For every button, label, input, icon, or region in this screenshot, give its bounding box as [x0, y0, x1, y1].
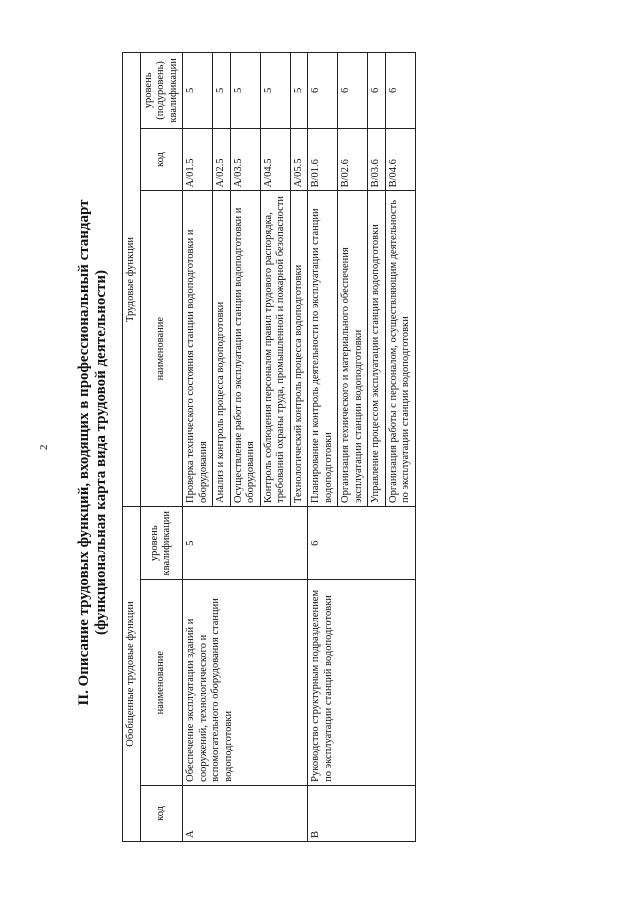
group-level: 5	[183, 506, 308, 579]
header-generalized: Обобщенные трудовые функции	[123, 506, 141, 841]
header-sublevel: уровень (подуровень) квалификации	[140, 53, 183, 129]
title-line-2: (функциональная карта вида трудовой деятельности)	[93, 269, 109, 636]
function-name: Контроль соблюдения персоналом правил трудового распорядка, требований охраны труда, промышленной и пожарной безопасности	[260, 191, 290, 507]
header-labor-functions: Трудовые функции	[123, 53, 141, 507]
function-level: 5	[260, 53, 290, 129]
function-name: Организация работы с персоналом, осуществляющим деятельность по эксплуатации станции водоподготовки	[385, 191, 415, 507]
function-code: B/01.6	[308, 128, 338, 191]
function-level: 6	[385, 53, 415, 129]
function-code: B/02.6	[338, 128, 368, 191]
group-code: А	[183, 785, 308, 841]
function-level: 6	[308, 53, 338, 129]
header-code: код	[140, 785, 183, 841]
table-row	[308, 53, 338, 842]
function-name: Организация технического и материального обеспечения эксплуатации станции водоподготовки	[338, 191, 368, 507]
function-level: 6	[338, 53, 368, 129]
function-name: Планирование и контроль деятельности по эксплуатации станции водоподготовки	[308, 191, 338, 507]
function-level: 5	[290, 53, 308, 129]
function-level: 5	[230, 53, 260, 129]
function-code: A/05.5	[290, 128, 308, 191]
header-name: наименование	[140, 580, 183, 785]
function-level: 5	[183, 53, 213, 129]
page-title	[76, 30, 110, 875]
function-code: A/01.5	[183, 128, 213, 191]
function-code: A/03.5	[230, 128, 260, 191]
function-name: Технологический контроль процесса водоподготовки	[290, 191, 308, 507]
function-code: A/02.5	[213, 128, 231, 191]
function-code: A/04.5	[260, 128, 290, 191]
group-level: 6	[308, 506, 416, 579]
group-name: Руководство структурным подразделением по эксплуатации станций водоподготовки	[308, 580, 416, 785]
table-row	[183, 53, 213, 842]
title-line-1: II. Описание трудовых функций, входящих в профессиональный стандарт	[76, 199, 92, 706]
function-level: 6	[368, 53, 386, 129]
function-code: B/04.6	[385, 128, 415, 191]
header-function-name: наименование	[140, 191, 183, 507]
header-level: уровень квалификации	[140, 506, 183, 579]
function-name: Осуществление работ по эксплуатации станции водоподготовки и оборудования	[230, 191, 260, 507]
function-name: Анализ и контроль процесса водоподготовки	[213, 191, 231, 507]
page-number: 2	[38, 444, 50, 450]
function-code: B/03.6	[368, 128, 386, 191]
function-level: 5	[213, 53, 231, 129]
functional-map-table	[122, 52, 416, 842]
header-function-code: код	[140, 128, 183, 191]
group-name: Обеспечение эксплуатации зданий и сооружений, технологического и вспомогательного оборудования станции водоподготовки	[183, 580, 308, 785]
function-name: Управление процессом эксплуатации станции водоподготовки	[368, 191, 386, 507]
group-code: В	[308, 785, 416, 841]
function-name: Проверка технического состояния станции водоподготовки и оборудования	[183, 191, 213, 507]
